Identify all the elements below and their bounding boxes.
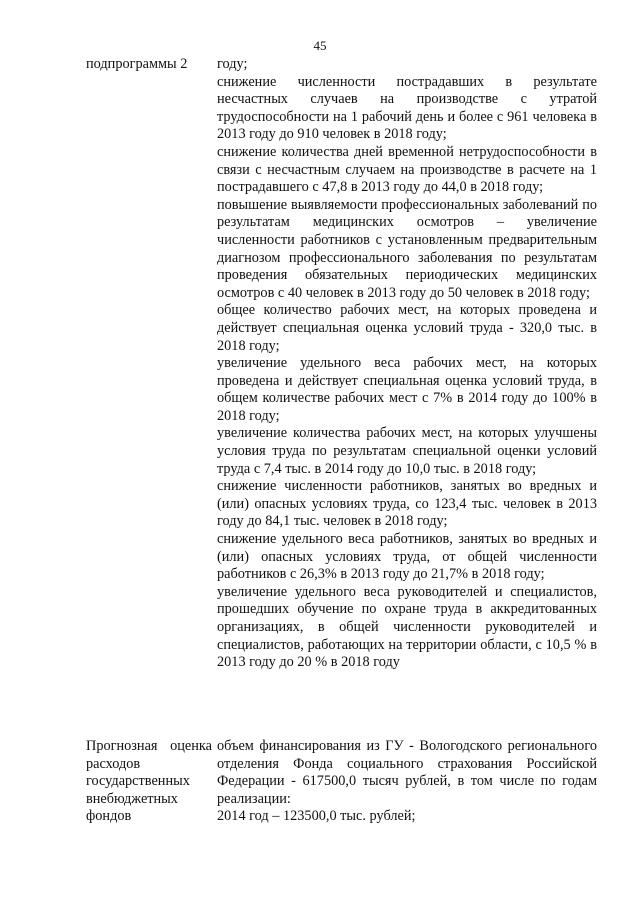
- row-label: Прогнозная оценка расходов государственных внебюджетных фондов: [86, 738, 212, 825]
- indicator-paragraph: увеличение удельного веса рабочих мест, на которых проведена и действует специальная оценка условий труда, в общем количестве рабочих мест с 7% в 2014 году до 100% в 2018 году;: [217, 355, 597, 424]
- indicator-paragraph: снижение численности работников, занятых во вредных и (или) опасных условиях труда, со 123,4 тыс. человек в 2013 году до 84,1 тыс. человек в 2018 году;: [217, 478, 597, 530]
- indicator-paragraph: снижение количества дней временной нетрудоспособности в связи с несчастным случаем на производстве в расчете на 1 пострадавшего с 47,8 в 2013 году до 44,0 в 2018 году;: [217, 143, 597, 196]
- row-content: [217, 738, 597, 826]
- indicator-paragraph: общее количество рабочих мест, на которых проведена и действует специальная оценка условий труда - 320,0 тыс. в 2018 году;: [217, 302, 597, 354]
- page-number: 45: [313, 38, 327, 53]
- indicator-paragraph: повышение выявляемости профессиональных заболеваний по результатам медицинских осмотров – увеличение численности работников с установленным предварительным диагнозом профессионального заболевания по результатам проведения обязательных периодических медицинских осмотров с 40 человек в 2013 году до 50 человек в 2018 году;: [217, 196, 597, 301]
- row-content: [217, 56, 597, 672]
- indicator-paragraph: увеличение удельного веса руководителей и специалистов, прошедших обучение по охране труда в аккредитованных организациях, в общей численности руководителей и специалистов, работающих на территории области, с 10,5 % в 2013 году до 20 % в 2018 году: [217, 583, 597, 671]
- funding-paragraph: 2014 год – 123500,0 тыс. рублей;: [217, 808, 416, 825]
- funding-paragraph: объем финансирования из ГУ - Вологодского регионального отделения Фонда социального страхования Российской Федерации - 617500,0 тысяч рублей, в том числе по годам реализации:: [217, 738, 597, 807]
- indicator-paragraph: снижение удельного веса работников, занятых во вредных и (или) опасных условиях труда, от общей численности работников с 26,3% в 2013 году до 21,7% в 2018 году;: [217, 531, 597, 583]
- row-label: подпрограммы 2: [86, 56, 188, 72]
- indicator-paragraph: снижение численности пострадавших в результате несчастных случаев на производстве с утратой трудоспособности на 1 рабочий день и более с 961 человека в 2013 году до 910 человек в 2018 году;: [217, 73, 597, 143]
- indicator-paragraph: увеличение количества рабочих мест, на которых улучшены условия труда по результатам специальной оценки условий труда с 7,4 тыс. в 2014 году до 10,0 тыс. в 2018 году;: [217, 425, 597, 477]
- indicator-paragraph: году;: [217, 56, 248, 72]
